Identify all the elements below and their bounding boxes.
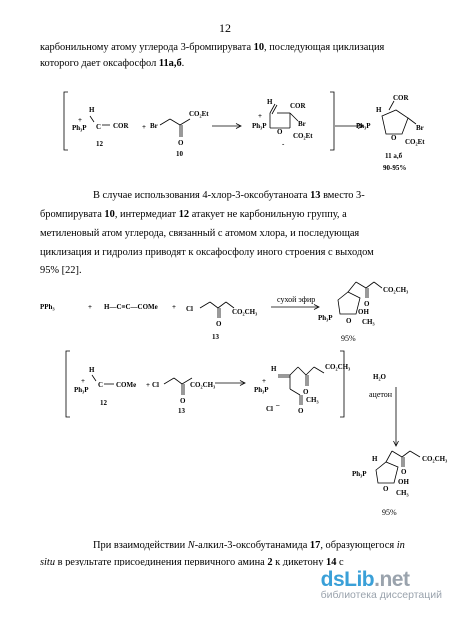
yield-label: 95% (341, 334, 356, 343)
charge-plus: + (258, 112, 262, 120)
h-label: H (267, 98, 273, 106)
ph3p-label: Ph₃P (254, 386, 269, 394)
compound-label-12: 12 (100, 399, 107, 407)
water-label: H₂O (373, 373, 386, 381)
plus-sign: + (172, 303, 176, 311)
paragraph-1-line-1: карбонильному атому углерода 3-бромпирувата 10, последующая циклизация (40, 42, 385, 53)
oh-label: OH (358, 308, 369, 316)
co2et-label: CO₂Et (293, 132, 313, 140)
plus-sign: + (146, 381, 150, 389)
cl-label: Cl (186, 305, 193, 313)
co2et-label: CO₂Et (189, 110, 209, 118)
solvent-label: ацетон (369, 390, 393, 399)
compound-label-10: 10 (176, 150, 183, 158)
paragraph-3-line-2: situ в результате присоединения первичного амина 2 к дикетону 14 с (40, 557, 344, 566)
ph3p-label: Ph₃P (72, 124, 87, 132)
cl-label: Cl (152, 381, 159, 389)
yield-label: 95% (382, 508, 397, 517)
br-label: Br (298, 120, 306, 128)
o-label: O (216, 320, 222, 328)
br-label: Br (416, 124, 424, 132)
chloride-anion-label: Cl (266, 405, 273, 413)
o-label: O (298, 407, 304, 415)
compound-ref: 11а,б (158, 58, 182, 69)
yield-label: 90-95% (383, 164, 407, 172)
ch3-label: CH₃ (362, 318, 375, 326)
cor-label: COR (393, 94, 409, 102)
paragraph-1-line-2: которого дает оксафосфол 11а,б. (40, 58, 185, 69)
o-label: O (180, 397, 186, 405)
co2ch3-label: CO₂CH₃ (325, 363, 351, 371)
o-label: O (383, 485, 389, 493)
paragraph-2-line-4: циклизация и гидролиз приводят к оксафосфолу иного строения с выходом (40, 247, 374, 258)
h-label: H (376, 106, 382, 114)
ph3p-label: Ph₃P (74, 386, 89, 394)
br-label: Br (150, 122, 158, 130)
o-label: O (277, 128, 283, 136)
co2et-label: CO₂Et (405, 138, 425, 146)
compound-label-13: 13 (212, 333, 219, 341)
o-label: O (401, 468, 407, 476)
ch3-label: CH₃ (306, 396, 319, 404)
paragraph-2-line-5: 95% [22]. (40, 265, 82, 276)
o-label: O (364, 300, 370, 308)
reaction-scheme-1 (0, 0, 450, 190)
paragraph-2-line-2: бромпирувата 10, интермедиат 12 атакует не карбонильную группу, а (40, 209, 347, 220)
c-label: C (98, 381, 104, 389)
h-label: H (89, 106, 95, 114)
o-label: O (178, 139, 184, 147)
watermark-logo: dsLib.net (320, 568, 410, 591)
reaction-scheme-3 (0, 345, 450, 530)
compound-ref: 10 (253, 42, 265, 53)
paragraph-2-line-1: В случае использования 4-хлор-3-оксобутаноата 13 вместо 3- (93, 190, 365, 201)
cor-label: COR (290, 102, 306, 110)
co2ch3-label: CO₂CH₃ (422, 455, 448, 463)
come-label: COMe (116, 381, 137, 389)
cor-label: COR (113, 122, 129, 130)
charge-plus: + (78, 116, 82, 124)
page-number: 12 (219, 21, 231, 35)
anion-charge: – (276, 401, 280, 409)
charge-minus: - (282, 140, 285, 148)
alkyne-formula: H—C≡C—COMe (104, 303, 158, 311)
co2ch3-label: CO₂CH₃ (383, 286, 409, 294)
ph3p-label: Ph₃P (318, 314, 333, 322)
condition-label: сухой эфир (277, 295, 316, 304)
o-label: O (391, 134, 397, 142)
paragraph-3-line-1: При взаимодействии N-алкил-3-оксобутанамида 17, образующегося in (93, 540, 405, 551)
ch3-label: CH₃ (396, 489, 409, 497)
charge-plus: + (262, 377, 266, 385)
plus-sign: + (88, 303, 92, 311)
ph3p-label: Ph₃P (352, 470, 367, 478)
o-label: O (346, 317, 352, 325)
co2ch3-label: CO₂CH₃ (190, 381, 216, 389)
charge-plus: + (81, 377, 85, 385)
plus-sign: + (142, 123, 146, 131)
pph3-label: PPh₃ (40, 303, 55, 311)
ph3p-label: Ph₃P (356, 122, 371, 130)
watermark-subtitle: библиотека диссертаций (320, 589, 442, 601)
h-label: H (89, 366, 95, 374)
c-label: C (96, 123, 102, 131)
compound-label-12: 12 (96, 140, 103, 148)
co2ch3-label: CO₂CH₃ (232, 308, 258, 316)
oh-label: OH (398, 478, 409, 486)
ph3p-label: Ph₃P (252, 122, 267, 130)
h-label: H (372, 455, 378, 463)
compound-label-11: 11 а,б (385, 152, 403, 160)
watermark (321, 568, 442, 601)
o-label: O (303, 388, 309, 396)
compound-label-13: 13 (178, 407, 185, 415)
h-label: H (271, 365, 277, 373)
paragraph-2-line-3: метиленовый атом углерода, связанный с атомом хлора, и последующая (40, 228, 360, 239)
